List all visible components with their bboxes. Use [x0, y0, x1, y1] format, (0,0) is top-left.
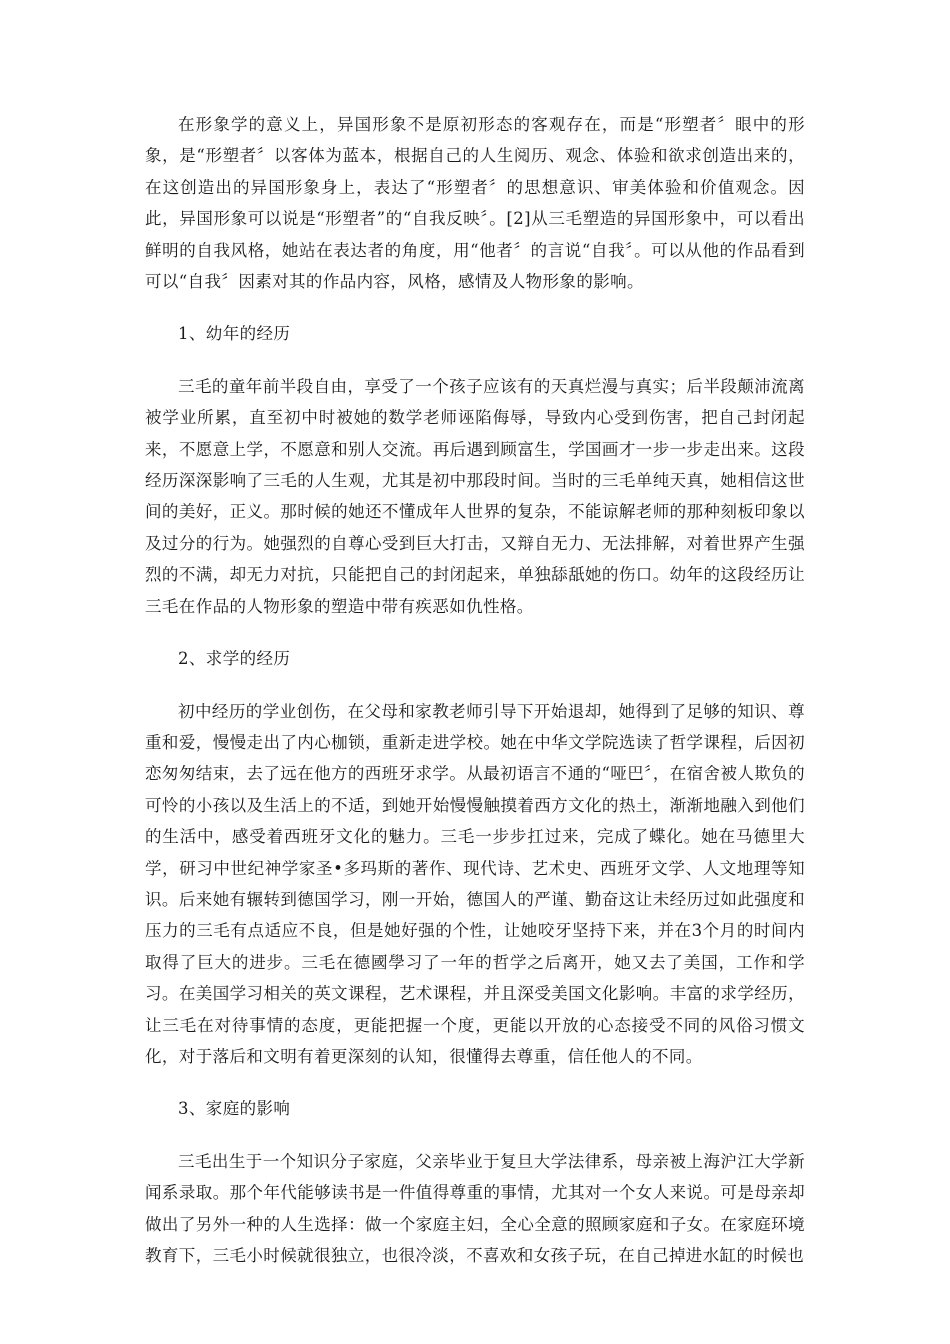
- section-body-childhood: 三毛的童年前半段自由，享受了一个孩子应该有的天真烂漫与真实；后半段颠沛流离被学业所累，直至初中时被她的数学老师诬陷侮辱，导致内心受到伤害，把自己封闭起来，不愿意上学，不愿意和别人交流。再后遇到顾富生，学国画才一步一步走出来。这段经历深深影响了三毛的人生观，尤其是初中那段时间。当时的三毛单纯天真，她相信这世间的美好，正义。那时候的她还不懂成年人世界的复杂，不能谅解老师的那种刻板印象以及过分的行为。她强烈的自尊心受到巨大打击，又辩自无力、无法排解，对着世界产生强烈的不满，却无力对抗，只能把自己的封闭起来，单独舔舐她的伤口。幼年的这段经历让三毛在作品的人物形象的塑造中带有疾恶如仇性格。: [145, 376, 805, 616]
- paragraph-gap: [145, 622, 805, 643]
- intro-paragraph: 在形象学的意义上，异国形象不是原初形态的客观存在，而是“形塑者〞眼中的形象，是“形塑者〞以客体为蓝本，根据自己的人生阅历、观念、体验和欲求创造出来的，在这创造出的异国形象身上，表达了“形塑者〞的思想意识、审美体验和价值观念。因此，异国形象可以说是“形塑者”的“自我反映〞。[2]从三毛塑造的异国形象中，可以看出鲜明的自我风格，她站在表达者的角度，用“他者〞的言说“自我〞。可以从他的作品看到可以“自我〞因素对其的作品内容，风格，感情及人物形象的影响。: [145, 115, 805, 292]
- paragraph-gap: [145, 1072, 805, 1093]
- paragraph-gap: [145, 1125, 805, 1146]
- paragraph-gap: [145, 350, 805, 371]
- paragraph-gap: [145, 675, 805, 696]
- paragraph-gap: [145, 297, 805, 318]
- section-heading-family: 3、家庭的影响: [178, 1099, 291, 1119]
- document-page: [145, 109, 805, 1271]
- section-body-education: 初中经历的学业创伤，在父母和家教老师引导下开始退却，她得到了足够的知识、尊重和爱，慢慢走出了内心枷锁，重新走进学校。她在中华文学院选读了哲学课程，后因初恋匆匆结束，去了远在他方的西班牙求学。从最初语言不通的“哑巴〞，在宿舍被人欺负的可怜的小孩以及生活上的不适，到她开始慢慢触摸着西方文化的热土，渐渐地融入到他们的生活中，感受着西班牙文化的魅力。三毛一步步扛过来，完成了蝶化。她在马德里大学，研习中世纪神学家圣•多玛斯的著作、现代诗、艺术史、西班牙文学、人文地理等知识。后来她有辗转到德国学习，刚一开始，德国人的严谨、勤奋这让未经历过如此强度和压力的三毛有点适应不良，但是她好强的个性，让她咬牙坚持下来，并在3个月的时间内取得了巨大的进步。三毛在德國學习了一年的哲学之后离开，她又去了美国，工作和学习。在美国学习相关的英文课程，艺术课程，并且深受美国文化影响。丰富的求学经历，让三毛在对待事情的态度，更能把握一个度，更能以开放的心态接受不同的风俗习惯文化，对于落后和文明有着更深刻的认知，很懂得去尊重，信任他人的不同。: [145, 701, 805, 1066]
- section-heading-education: 2、求学的经历: [178, 649, 291, 669]
- section-heading-childhood: 1、幼年的经历: [178, 324, 291, 344]
- section-body-family: 三毛出生于一个知识分子家庭，父亲毕业于复旦大学法律系，母亲被上海沪江大学新闻系录取。那个年代能够读书是一件值得尊重的事情，尤其对一个女人来说。可是母亲却做出了另外一种的人生选择：做一个家庭主妇，全心全意的照顾家庭和子女。在家庭环境教育下，三毛小时候就很独立，也很冷淡，不喜欢和女孩子玩，在自己掉进水缸的时候也: [145, 1151, 805, 1265]
